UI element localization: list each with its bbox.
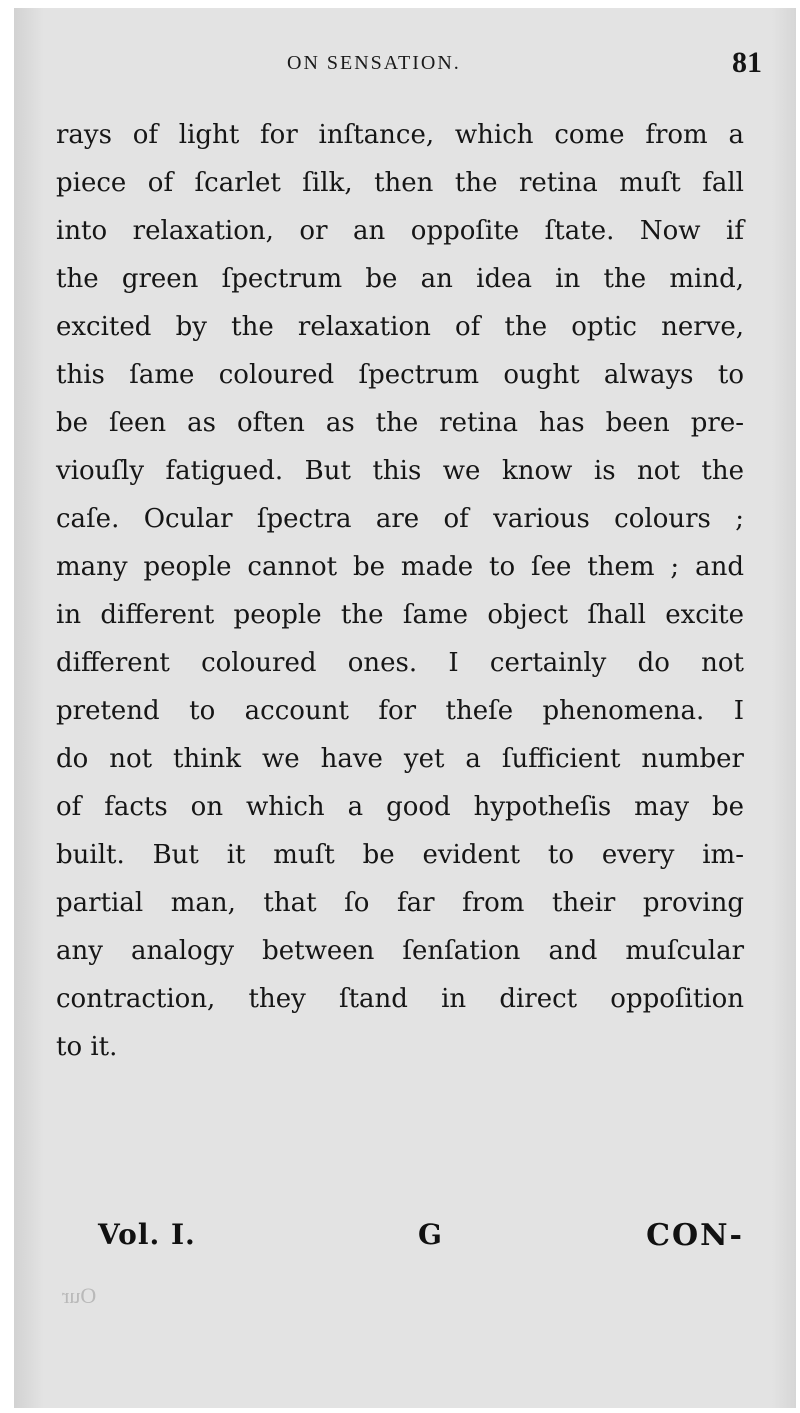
text-line: different coloured ones. I certainly do not	[56, 648, 744, 678]
text-line: into relaxation, or an oppoſite ſtate. Now if	[56, 216, 744, 246]
page-edge-shadow	[772, 8, 796, 1408]
text-line: this ſame coloured ſpectrum ought always to	[56, 360, 744, 390]
text-line: piece of ſcarlet ſilk, then the retina muſt fall	[56, 168, 744, 198]
running-head: ON SENSATION.	[287, 52, 461, 74]
text-line: excited by the relaxation of the optic nerve,	[56, 312, 744, 342]
text-line-last: to it.	[56, 1032, 118, 1062]
text-line: any analogy between ſenſation and muſcular	[56, 936, 744, 966]
page-gutter-shadow	[14, 8, 44, 1408]
text-line: do not think we have yet a ſufficient number	[56, 744, 744, 774]
text-line: rays of light for inſtance, which come from a	[56, 120, 744, 150]
body-text	[56, 111, 744, 1071]
page-footer	[56, 1218, 744, 1258]
text-line: be ſeen as often as the retina has been pre-	[56, 408, 744, 438]
text-line: many people cannot be made to ſee them ; and	[56, 552, 744, 582]
text-line: viouſly fatigued. But this we know is not the	[56, 456, 744, 486]
text-line: in different people the ſame object ſhall excite	[56, 600, 744, 630]
gathering-mark: G	[418, 1218, 442, 1251]
book-page	[14, 8, 796, 1408]
text-line: partial man, that ſo far from their proving	[56, 888, 744, 918]
text-line: built. But it muſt be evident to every im-	[56, 840, 744, 870]
show-through-text: Our	[62, 1283, 97, 1308]
text-line: pretend to account for theſe phenomena. I	[56, 696, 744, 726]
text-line: caſe. Ocular ſpectra are of various colours ;	[56, 504, 744, 534]
text-line: of facts on which a good hypotheſis may be	[56, 792, 744, 822]
page-number: 81	[732, 46, 762, 79]
text-line: the green ſpectrum be an idea in the mind,	[56, 264, 744, 294]
volume-signature: Vol. I.	[98, 1218, 196, 1251]
catchword: CON-	[646, 1218, 744, 1253]
text-line: contraction, they ſtand in direct oppoſition	[56, 984, 744, 1014]
